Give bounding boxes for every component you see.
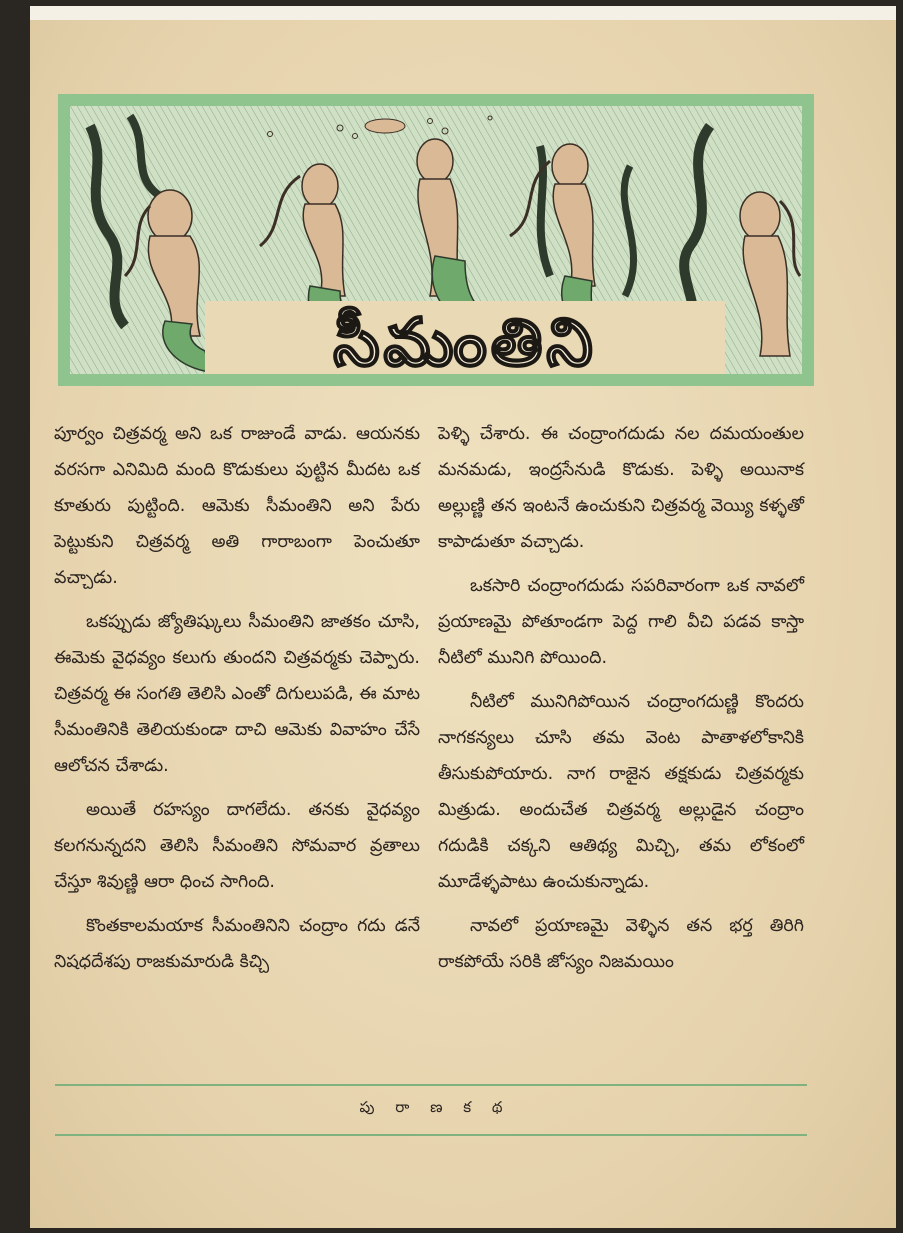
paragraph: ఒకసారి చంద్రాంగదుడు సపరివారంగా ఒక నావలో ప్రయాణమై పోతూండగా పెద్ద గాలి వీచి పడవ కాస్తా నీటిలో మునిగి పోయింది. (438, 576, 804, 668)
mermaid-illustration (70, 106, 802, 374)
section-label: పు రా ణ క థ (359, 1098, 511, 1116)
title-box (205, 301, 725, 374)
magazine-page (30, 6, 896, 1228)
text-column-left (54, 416, 420, 988)
page-top-edge (30, 6, 896, 20)
paragraph: నావలో ప్రయాణమై వెళ్ళిన తన భర్త తిరిగి రాకపోయే సరికి జోస్యం నిజమయిం (438, 916, 804, 972)
paragraph: పెళ్ళి చేశారు. ఈ చంద్రాంగదుడు నల దమయంతుల మనమడు, ఇంద్రసేనుడి కొడుకు. పెళ్ళి అయినాక అల్లుణ్ణి తన ఇంటనే ఉంచుకుని చిత్రవర్మ వెయ్యి కళ్ళతో కాపాడుతూ వచ్చాడు. (438, 424, 804, 552)
story-title: సీమంతిని (333, 303, 597, 374)
text-column-right (438, 416, 804, 988)
footer-rule-top (55, 1084, 807, 1086)
footer-rule-bottom (55, 1134, 807, 1136)
paragraph: ఒకప్పుడు జ్యోతిష్కులు సీమంతిని జాతకం చూసి, ఈమెకు వైధవ్యం కలుగు తుందని చిత్రవర్మకు చెప్పారు. చిత్రవర్మ ఈ సంగతి తెలిసి ఎంతో దిగులుపడి, ఈ మాట సీమంతినికి తెలియకుండా దాచి ఆమెకు వివాహం చేసే ఆలోచన చేశాడు. (54, 612, 420, 776)
paragraph: పూర్వం చిత్రవర్మ అని ఒక రాజుండే వాడు. ఆయనకు వరసగా ఎనిమిది మంది కొడుకులు పుట్టిన మీదట ఒక కూతురు పుట్టింది. ఆమెకు సీమంతిని అని పేరు పెట్టుకుని చిత్రవర్మ అతి గారాబంగా పెంచుతూ వచ్చాడు. (54, 424, 420, 588)
paragraph: నీటిలో మునిగిపోయిన చంద్రాంగదుణ్ణి కొందరు నాగకన్యలు చూసి తమ వెంట పాతాళలోకానికి తీసుకుపోయారు. నాగ రాజైన తక్షకుడు చిత్రవర్మకు మిత్రుడు. అందుచేత చిత్రవర్మ అల్లుడైన చంద్రాం గదుడికి చక్కని ఆతిథ్య మిచ్చి, తమ లోకంలో మూడేళ్ళపాటు ఉంచుకున్నాడు. (438, 692, 804, 892)
paragraph: కొంతకాలమయాక సీమంతినిని చంద్రాం గదు డనే నిషధదేశపు రాజకుమారుడి కిచ్చి (54, 916, 420, 972)
title-banner-frame (58, 94, 814, 386)
paragraph: అయితే రహస్యం దాగలేదు. తనకు వైధవ్యం కలగనున్నదని తెలిసి సీమంతిని సోమవార వ్రతాలు చేస్తూ శివుణ్ణి ఆరా ధించ సాగింది. (54, 800, 420, 892)
